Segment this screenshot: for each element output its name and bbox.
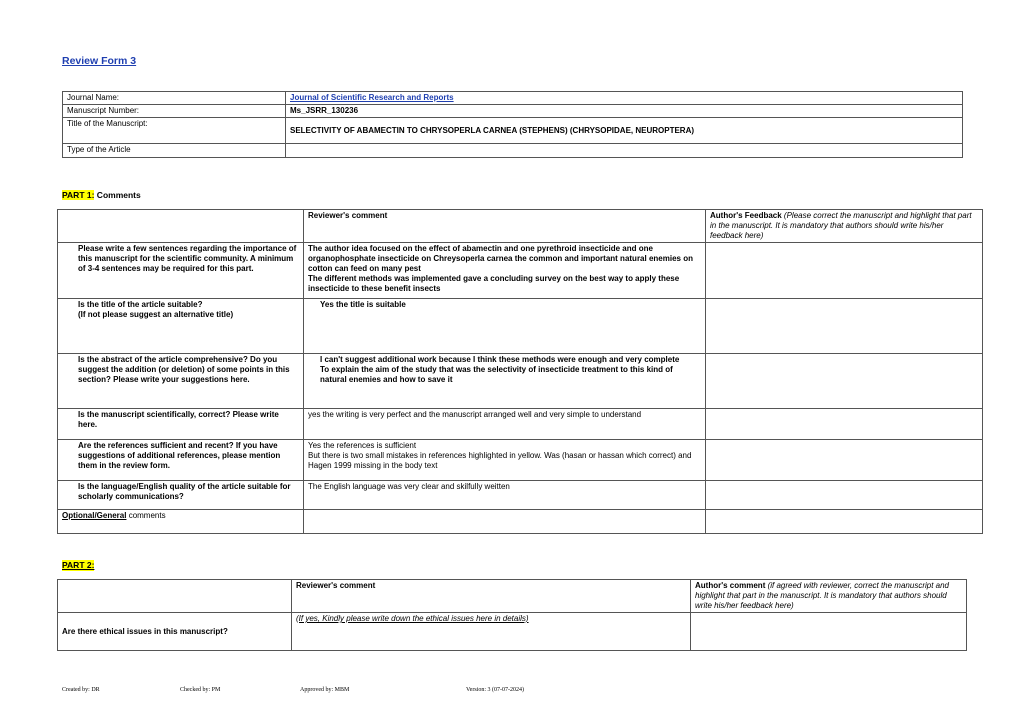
footer-created-by: Created by: DR <box>62 687 100 693</box>
optional-reviewer-comment[interactable] <box>304 510 706 534</box>
title-label: Title of the Manuscript: <box>63 118 286 144</box>
header-author-feedback-note: (Please correct the manuscript and highlight that part in the manuscript. It is mandatory that authors should write his/her feedback here) <box>710 211 972 240</box>
footer-checked-by: Checked by: PM <box>180 687 221 693</box>
part2-table <box>57 579 967 651</box>
table-row <box>58 440 983 481</box>
manuscript-info-table <box>62 91 963 158</box>
optional-comments-row <box>58 510 983 534</box>
optional-label-rest: comments <box>126 511 166 520</box>
type-value <box>286 144 963 158</box>
question-text: Is the title of the article suitable? <box>78 300 203 309</box>
manuscript-number-value: Ms_JSRR_130236 <box>286 105 963 118</box>
info-row-manuscript-number <box>63 105 963 118</box>
type-label: Type of the Article <box>63 144 286 158</box>
title-value: SELECTIVITY OF ABAMECTIN TO CHRYSOPERLA CARNEA (STEPHENS) (CHRYSOPIDAE, NEUROPTERA) <box>286 118 963 144</box>
table-row <box>58 613 967 651</box>
question-title <box>58 299 304 354</box>
header-empty <box>58 580 292 613</box>
author-feedback-cell[interactable] <box>706 243 983 299</box>
question-abstract: Is the abstract of the article comprehensive? Do you suggest the addition (or deletion) of some points in this section? Please write your suggestions here. <box>58 354 304 409</box>
footer-approved-by: Approved by: MBM <box>300 687 350 693</box>
reviewer-comment-references[interactable] <box>304 440 706 481</box>
part2-heading: PART 2: <box>62 560 95 570</box>
footer-version: Version: 3 (07-07-2024) <box>466 687 524 693</box>
table-row <box>58 243 983 299</box>
part1-heading-rest: Comments <box>94 190 141 200</box>
table-row <box>58 481 983 510</box>
optional-comments-label <box>58 510 304 534</box>
question-references: Are the references sufficient and recent? If you have suggestions of additional references, please mention them in the review form. <box>58 440 304 481</box>
question-importance: Please write a few sentences regarding the importance of this manuscript for the scientific community. A minimum of 3-4 sentences may be required for this part. <box>58 243 304 299</box>
reviewer-comment-ethical[interactable]: (If yes, Kindly please write down the ethical issues here in details) <box>292 613 691 651</box>
comments-table <box>57 209 983 534</box>
reviewer-comment-scientific[interactable]: yes the writing is very perfect and the manuscript arranged well and very simple to understand <box>304 409 706 440</box>
reviewer-comment-importance[interactable] <box>304 243 706 299</box>
part2-header-reviewer-comment: Reviewer's comment <box>292 580 691 613</box>
part2-author-comment-note: (if agreed with reviewer, correct the manuscript and highlight that part in the manuscript. It is mandatory that authors should write his/her feedback here) <box>695 581 949 610</box>
comments-header-row <box>58 210 983 243</box>
comment-text: I can't suggest additional work because I think these methods were enough and very complete <box>320 355 680 364</box>
header-author-feedback <box>706 210 983 243</box>
part2-header-author-comment <box>691 580 967 613</box>
journal-label: Journal Name: <box>63 92 286 105</box>
form-title: Review Form 3 <box>62 55 137 67</box>
author-feedback-cell[interactable] <box>706 409 983 440</box>
question-ethical-issues: Are there ethical issues in this manuscript? <box>58 613 292 651</box>
part1-heading-highlight: PART 1: <box>62 190 95 200</box>
reviewer-comment-title[interactable]: Yes the title is suitable <box>304 299 706 354</box>
comment-text: But there is two small mistakes in references highlighted in yellow. Was (hasan or hassan which correct) and Hagen 1999 missing in the body text <box>308 451 692 470</box>
part2-header-row <box>58 580 967 613</box>
part2-author-comment-bold: Author's comment <box>695 581 766 590</box>
header-reviewer-comment: Reviewer's comment <box>304 210 706 243</box>
comment-text: The author idea focused on the effect of abamectin and one pyrethroid insecticide and one organophosphate insecticide on Chreysoperla carnea the common and important natural enemies on cotton can feed on many pest <box>308 244 693 273</box>
info-row-title <box>63 118 963 144</box>
author-feedback-cell[interactable] <box>706 354 983 409</box>
info-row-journal <box>63 92 963 105</box>
author-feedback-cell[interactable] <box>706 299 983 354</box>
journal-link[interactable]: Journal of Scientific Research and Reports <box>290 93 454 102</box>
author-comment-ethical[interactable] <box>691 613 967 651</box>
question-language: Is the language/English quality of the article suitable for scholarly communications? <box>58 481 304 510</box>
comment-text: To explain the aim of the study that was the selectivity of insecticide treatment to this kind of natural enemies and how to save it <box>320 365 673 384</box>
header-author-feedback-bold: Author's Feedback <box>710 211 782 220</box>
question-scientific: Is the manuscript scientifically, correct? Please write here. <box>58 409 304 440</box>
comment-text: Yes the references is sufficient <box>308 441 417 450</box>
author-feedback-cell[interactable] <box>706 440 983 481</box>
reviewer-comment-language[interactable]: The English language was very clear and skilfully weitten <box>304 481 706 510</box>
optional-label-bold: Optional/General <box>62 511 127 520</box>
table-row <box>58 299 983 354</box>
info-row-type <box>63 144 963 158</box>
part1-heading <box>62 190 141 201</box>
manuscript-number-label: Manuscript Number: <box>63 105 286 118</box>
comment-text: The different methods was implemented gave a concluding survey on the best way to apply these insecticide to these benefit insects <box>308 274 680 293</box>
question-text: (If not please suggest an alternative title) <box>78 310 234 319</box>
author-feedback-cell[interactable] <box>706 481 983 510</box>
reviewer-comment-abstract[interactable] <box>304 354 706 409</box>
header-empty <box>58 210 304 243</box>
table-row <box>58 409 983 440</box>
optional-author-feedback[interactable] <box>706 510 983 534</box>
table-row <box>58 354 983 409</box>
